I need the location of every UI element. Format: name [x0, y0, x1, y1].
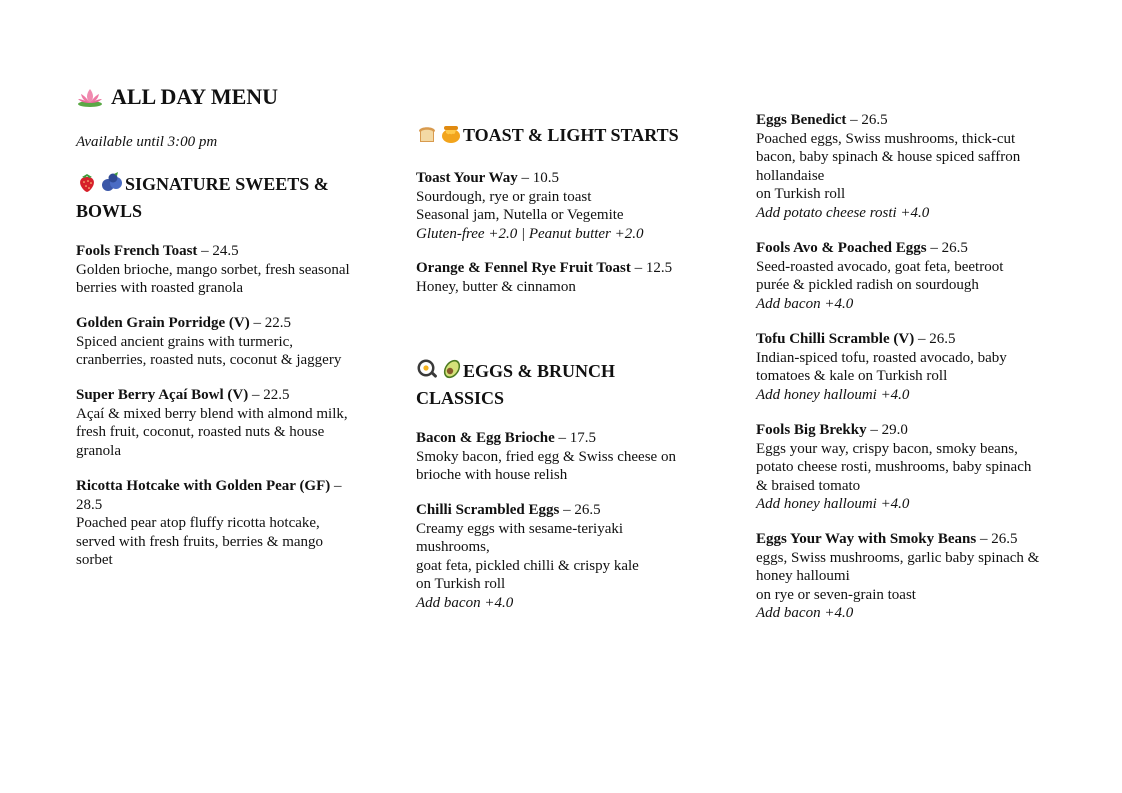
lotus-icon: [76, 86, 104, 108]
menu-item: [416, 259, 716, 296]
item-price: – 22.5: [253, 315, 291, 331]
item-name: Orange & Fennel Rye Fruit Toast: [416, 260, 631, 276]
avocado-icon: [440, 358, 462, 380]
item-description: Smoky bacon, fried egg & Swiss cheese on brioche with house relish: [416, 448, 676, 484]
item-price: – 12.5: [634, 260, 673, 276]
menu-item: [76, 386, 370, 460]
item-price: – 24.5: [201, 243, 239, 259]
item-description: Eggs your way, crispy bacon, smoky beans, potato cheese rosti, mushrooms, baby spinach & braised tomato: [756, 440, 1032, 494]
item-description: Seasonal jam, Nutella or Vegemite: [416, 207, 624, 224]
item-addon-note: Add bacon +4.0: [756, 605, 854, 622]
menu-item: [756, 530, 1056, 623]
frying-pan-egg-icon: [416, 358, 438, 380]
item-price: – 28.5: [76, 478, 342, 513]
item-name: Eggs Benedict: [756, 112, 847, 128]
strawberry-icon: [76, 171, 98, 193]
section-title-text: EGGS & BRUNCH CLASSICS: [416, 361, 616, 408]
item-name: Golden Grain Porridge (V): [76, 315, 250, 331]
section-title-toast: [416, 122, 716, 149]
item-addon-note: Gluten-free +2.0 | Peanut butter +2.0: [416, 225, 644, 242]
item-description: Creamy eggs with sesame-teriyaki mushrooms,: [416, 520, 624, 556]
item-price: – 26.5: [850, 112, 888, 128]
honey-pot-icon: [440, 122, 462, 144]
item-description: eggs, Swiss mushrooms, garlic baby spinach & honey halloumi: [756, 549, 1040, 585]
item-name: Toast Your Way: [416, 170, 518, 186]
item-price: – 22.5: [251, 387, 290, 403]
item-price: – 26.5: [917, 331, 956, 347]
item-price: – 26.5: [979, 531, 1018, 547]
bread-icon: [416, 122, 438, 144]
item-name: Bacon & Egg Brioche: [416, 430, 555, 446]
item-name: Super Berry Açaí Bowl (V): [76, 387, 249, 403]
menu-item: [76, 477, 362, 570]
item-description: Honey, butter & cinnamon: [416, 278, 576, 295]
item-price: – 10.5: [521, 170, 559, 186]
item-description: goat feta, pickled chilli & crispy kale: [416, 557, 639, 574]
item-description: on Turkish roll: [756, 186, 846, 203]
item-description: Spiced ancient grains with turmeric, cranberries, roasted nuts, coconut & jaggery: [76, 333, 342, 369]
item-name: Fools Avo & Poached Eggs: [756, 240, 927, 256]
item-description: Seed-roasted avocado, goat feta, beetroot purée & pickled radish on sourdough: [756, 258, 1004, 294]
item-description: Poached eggs, Swiss mushrooms, thick-cut bacon, baby spinach & house spiced saffron hollandaise: [756, 130, 1021, 184]
item-name: Tofu Chilli Scramble (V): [756, 331, 915, 347]
section-title-eggs: [416, 358, 656, 412]
menu-item: [416, 501, 686, 613]
menu-item: [76, 314, 366, 370]
menu-item: [416, 429, 686, 485]
item-name: Eggs Your Way with Smoky Beans: [756, 531, 977, 547]
item-name: Chilli Scrambled Eggs: [416, 502, 560, 518]
menu-item: [756, 239, 1036, 313]
section-title-signature: [76, 171, 356, 225]
item-name: Ricotta Hotcake with Golden Pear (GF): [76, 478, 331, 494]
item-description: Poached pear atop fluffy ricotta hotcake, served with fresh fruits, berries & mango sorbet: [76, 515, 324, 569]
menu-title: [76, 82, 278, 112]
menu-item: [416, 169, 716, 243]
item-addon-note: Add honey halloumi +4.0: [756, 386, 910, 403]
item-addon-note: Add bacon +4.0: [756, 295, 854, 312]
item-price: – 26.5: [563, 502, 601, 518]
item-description: on Turkish roll: [416, 576, 506, 593]
item-addon-note: Add potato cheese rosti +4.0: [756, 204, 930, 221]
item-price: – 17.5: [558, 430, 596, 446]
item-description: Golden brioche, mango sorbet, fresh seasonal berries with roasted granola: [76, 261, 350, 297]
menu-title-text: ALL DAY MENU: [111, 84, 279, 109]
section-title-text: SIGNATURE SWEETS & BOWLS: [76, 174, 329, 221]
item-addon-note: Add bacon +4.0: [416, 594, 514, 611]
item-price: – 26.5: [930, 240, 968, 256]
item-description: Indian-spiced tofu, roasted avocado, baby tomatoes & kale on Turkish roll: [756, 349, 1007, 385]
item-addon-note: Add honey halloumi +4.0: [756, 496, 910, 513]
menu-item: [756, 330, 1036, 404]
item-description: on rye or seven-grain toast: [756, 586, 916, 603]
section-title-text: TOAST & LIGHT STARTS: [463, 125, 679, 145]
availability-note: Available until 3:00 pm: [76, 134, 218, 150]
menu-item: [756, 111, 1046, 223]
menu-item: [756, 421, 1044, 514]
item-name: Fools Big Brekky: [756, 422, 867, 438]
item-description: Sourdough, rye or grain toast: [416, 188, 592, 205]
item-description: Açaí & mixed berry blend with almond milk, fresh fruit, coconut, roasted nuts & house granola: [76, 405, 348, 459]
item-name: Fools French Toast: [76, 243, 198, 259]
item-price: – 29.0: [870, 422, 908, 438]
blueberries-icon: [100, 171, 124, 193]
menu-item: [76, 242, 366, 298]
